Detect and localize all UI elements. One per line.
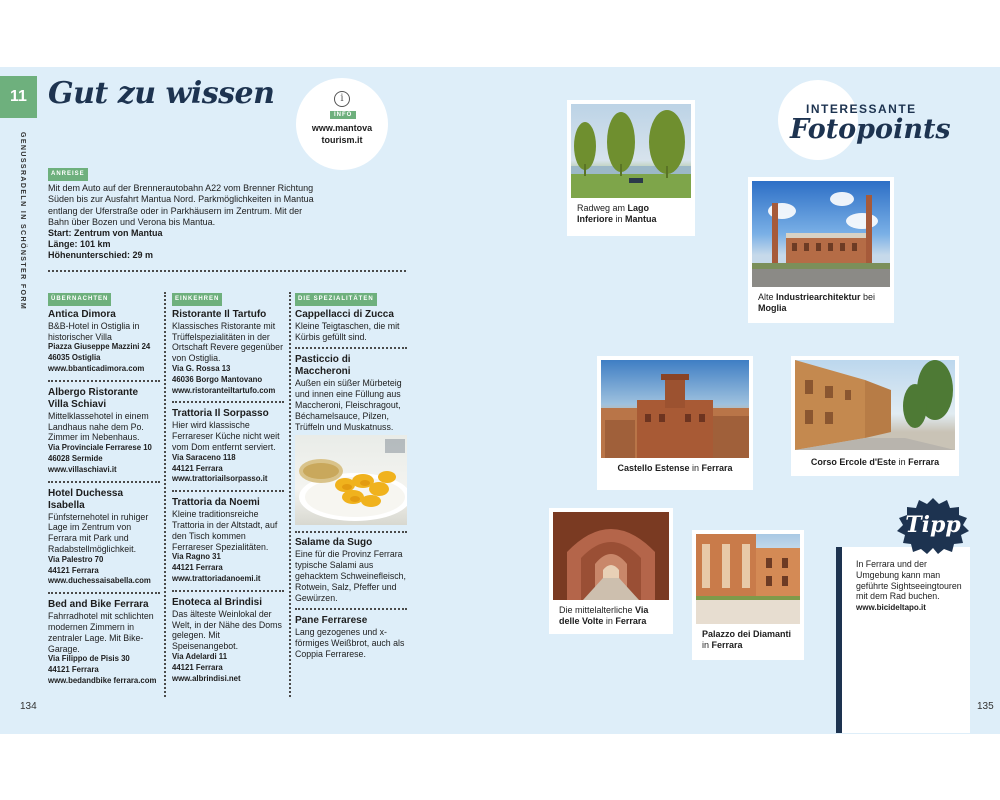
list-item: Bed and Bike Ferrara Fahrradhotel mit schlichten modernen Zimmern in zentraler Lage. Mit Bike-Garage. Via Filippo de Pisis 30 44121 Ferrara www.bedandbike ferrara.com: [48, 599, 160, 692]
anreise-text: Mit dem Auto auf der Brennerautobahn A22 vom Brenner Richtung Süden bis zur Ausfahrt Mantua Nord. Parkmöglichkeiten in Mantua entlang der Uferstraße oder in Parkhäusern im Zentrum. Mit der Bahn über Bozen und Verona bis Mantua.: [48, 183, 314, 227]
list-item: Enoteca al Brindisi Das älteste Weinlokal der Welt, in der Nähe des Doms gelegen. Mit Speisenangebot. Via Adelardi 11 44121 Ferrara www.albrindisi.net: [172, 597, 284, 690]
column-divider: [164, 292, 166, 697]
tipp-text: In Ferrara und der Umgebung kann man geführte Sightseeingtouren mit dem Rad buchen. www.bicideltapo.it: [856, 559, 962, 613]
photo-castello-estense: [601, 360, 749, 458]
spezialitaeten-column: [295, 292, 407, 670]
column-divider: [289, 292, 291, 697]
einkehren-tag: EINKEHREN: [172, 293, 222, 306]
web-link[interactable]: www.villaschiavi.it: [48, 464, 117, 474]
web-link[interactable]: www.bedandbike ferrara.com: [48, 675, 157, 685]
photo-card: [549, 508, 673, 634]
anreise-elevation: Höhenunterschied: 29 m: [48, 250, 154, 261]
info-badge: [296, 78, 388, 170]
section-divider: [48, 270, 406, 272]
list-item: Trattoria Il Sorpasso Hier wird klassische Ferrareser Küche nicht weit vom Dom entfernt serviert. Via Saraceno 118 44121 Ferrara www.trattoriailsorpasso.it: [172, 408, 284, 492]
photo-palazzo-diamanti: [696, 534, 800, 624]
list-item: Hotel Duchessa Isabella Fünfsternehotel in ruhiger Lage im Zentrum von Ferrara mit Park und Radabstellmöglichkeit. Via Palestro 70 44121 Ferrara www.duchessaisabella.com: [48, 488, 160, 595]
list-item: Salame da Sugo Eine für die Provinz Ferrara typische Salami aus gehacktem Schweinefleisch, Rotwein, Salz, Pfeffer und Gewürzen.: [295, 531, 407, 610]
page-number-left: 134: [20, 701, 37, 712]
info-url[interactable]: www.mantova tourism.it: [311, 123, 373, 145]
info-tag: INFO: [330, 111, 356, 119]
side-title: GENUSSRADELN IN SCHÖNSTER FORM: [19, 132, 26, 311]
list-item: Pane Ferrarese Lang gezogenes und x-förmiges Weißbrot, auch als Coppia Ferrarese.: [295, 615, 405, 659]
list-item: Albergo Ristorante Villa Schiavi Mittelklassehotel in einem Landhaus nahe dem Po. Zimmer im Nebenhaus. Via Provinciale Ferrarese 10 46028 Sermide www.villaschiavi.it: [48, 387, 160, 483]
spezialitaeten-tag: DIE SPEZIALITÄTEN: [295, 293, 377, 306]
list-item: Antica Dimora B&B-Hotel in Ostiglia in historischer Villa Piazza Giuseppe Mazzini 24 46035 Ostiglia www.bbanticadimora.com: [48, 309, 160, 382]
photo-caption: Die mittelalterliche Via delle Volte in Ferrara: [559, 605, 649, 626]
tipp-label: Tipp: [905, 512, 961, 538]
web-link[interactable]: www.trattoriadanoemi.it: [172, 573, 261, 583]
anreise-start: Start: Zentrum von Mantua: [48, 228, 163, 239]
list-item: Pasticcio di Maccheroni Außen ein süßer Mürbeteig und innen eine Füllung aus Maccheroni, Fleischragout, Béchamelsauce, Pilzen, Trüffeln und Muskatnuss.: [295, 354, 402, 432]
photo-card: [692, 530, 804, 660]
photo-corso-ercole: [795, 360, 955, 450]
photo-caption: Palazzo dei Diamanti in Ferrara: [702, 629, 792, 650]
anreise-section: [48, 167, 318, 262]
info-icon: i: [334, 91, 350, 107]
list-item: Ristorante Il Tartufo Klassisches Ristorante mit Trüffelspezialitäten in der Ortschaft Revere gegenüber von Ostiglia. Via G. Rossa 13 46036 Borgo Mantovano www.ristoranteiltartufo.com: [172, 309, 284, 404]
web-link[interactable]: www.ristoranteiltartufo.com: [172, 385, 276, 395]
photo-card: [567, 100, 695, 236]
photo-caption: Castello Estense in Ferrara: [617, 463, 733, 473]
einkehren-column: [172, 292, 284, 694]
photo-card: [791, 356, 959, 476]
web-link[interactable]: www.bbanticadimora.com: [48, 363, 145, 373]
photo-caption: Radweg am Lago Inferiore in Mantua: [577, 203, 657, 224]
tipp-web-link[interactable]: www.bicideltapo.it: [856, 603, 926, 613]
page-number-right: 135: [977, 701, 994, 712]
web-link[interactable]: www.duchessaisabella.com: [48, 576, 151, 586]
web-link[interactable]: www.albrindisi.net: [172, 673, 241, 683]
uebernachten-tag: ÜBERNACHTEN: [48, 293, 111, 306]
page-title: Gut zu wissen: [48, 76, 275, 111]
anreise-tag: ANREISE: [48, 168, 88, 181]
photo-lago-inferiore: [571, 104, 691, 198]
anreise-length: Länge: 101 km: [48, 239, 111, 250]
list-item: Cappellacci di Zucca Kleine Teigtaschen, die mit Kürbis gefüllt sind.: [295, 309, 407, 350]
web-link[interactable]: www.trattoriailsorpasso.it: [172, 474, 268, 484]
tipp-box: [836, 547, 970, 733]
tipp-badge: [893, 498, 973, 554]
fotopoints-badge: INTERESSANTE Fotopoints: [776, 80, 926, 158]
uebernachten-column: [48, 292, 160, 697]
photo-industriearchitektur: [752, 181, 890, 287]
photo-caption: Corso Ercole d'Este in Ferrara: [810, 457, 940, 467]
food-photo: [295, 435, 407, 525]
photo-card: [748, 177, 894, 323]
photo-via-delle-volte: [553, 512, 669, 600]
list-item: Trattoria da Noemi Kleine traditionsreiche Trattoria in der Altstadt, auf den Tisch kommen Ferrareser Spezialitäten. Via Ragno 31 44121 Ferrara www.trattoriadanoemi.it: [172, 497, 284, 592]
photo-card: [597, 356, 753, 490]
chapter-number: 11: [0, 76, 37, 118]
photo-caption: Alte Industriearchitektur bei Moglia: [758, 292, 876, 313]
